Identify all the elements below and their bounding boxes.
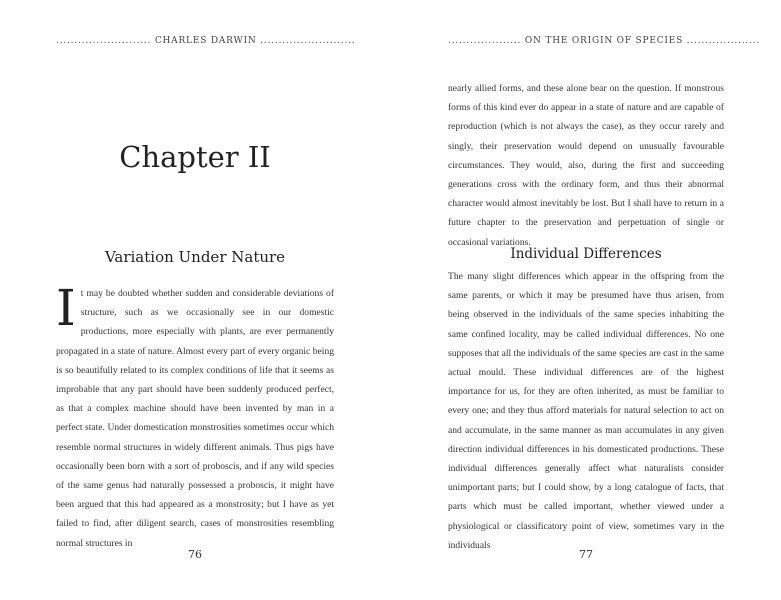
left-body-paragraph: t may be doubted whether sudden and considerable deviations of structure, such as we occasionally see in our domestic productions, more especially with plants, are ever permanently propagated in a state of nature. Almost every part of every organic being is so beautifully related to its complex conditions of life that it seems as improbable that any part should have been suddenly produced perfect, as that a complex machine should have been invented by man in a perfect state. Under domestication monstrosities sometimes occur which resemble normal structures in widely different animals. Thus pigs have occasionally been born with a sort of proboscis, and if any wild species of the same genus had naturally possessed a proboscis, it might have been argued that this had appeared as a monstrosity; but I have as yet failed to find, after diligent search, cases of monstrosities resembling normal structures in	[56, 288, 334, 549]
section-title-individual-differences: Individual Differences	[510, 246, 662, 262]
left-page	[0, 0, 390, 600]
right-page	[391, 0, 781, 600]
drop-cap: I	[56, 279, 76, 337]
running-head-title: .................... ON THE ORIGIN OF SPECIES ....................	[448, 36, 760, 46]
left-body-text	[56, 279, 334, 553]
right-body-text-top: nearly allied forms, and these alone bear on the question. If monstrous forms of this kind ever do appear in a state of nature and are capable of reproduction (which is not always the case), as they occur rarely and singly, their preservation would depend on unusually favourable circumstances. They would, also, during the first and succeeding generations cross with the ordinary form, and thus their abnormal character would almost inevitably be lost. But I shall have to return in a future chapter to the preservation and perpetuation of single or occasional variations.	[448, 83, 724, 248]
chapter-title: Chapter II	[119, 140, 271, 174]
right-body-text-bottom: The many slight differences which appear in the offspring from the same parents, or which it may be presumed have thus arisen, from being observed in the individuals of the same species inhabiting the same confined locality, may be called individual differences. No one supposes that all the individuals of the same species are cast in the same actual mould. These individual differences are of the highest importance for us, for they are often inherited, as must be familiar to every one; and they thus afford materials for natural selection to act on and accumulate, in the same manner as man accumulates in any given direction individual differences in his domesticated productions. These individual differences generally affect what naturalists consider unimportant parts; but I could show, by a long catalogue of facts, that parts which must be called important, whether viewed under a physiological or classificatory point of view, sometimes vary in the individuals	[448, 271, 724, 551]
page-number-left: 76	[188, 548, 202, 561]
section-title-variation: Variation Under Nature	[104, 248, 286, 266]
page-number-right: 77	[579, 548, 593, 561]
running-head-author: .......................... CHARLES DARWIN ..........................	[56, 36, 356, 46]
